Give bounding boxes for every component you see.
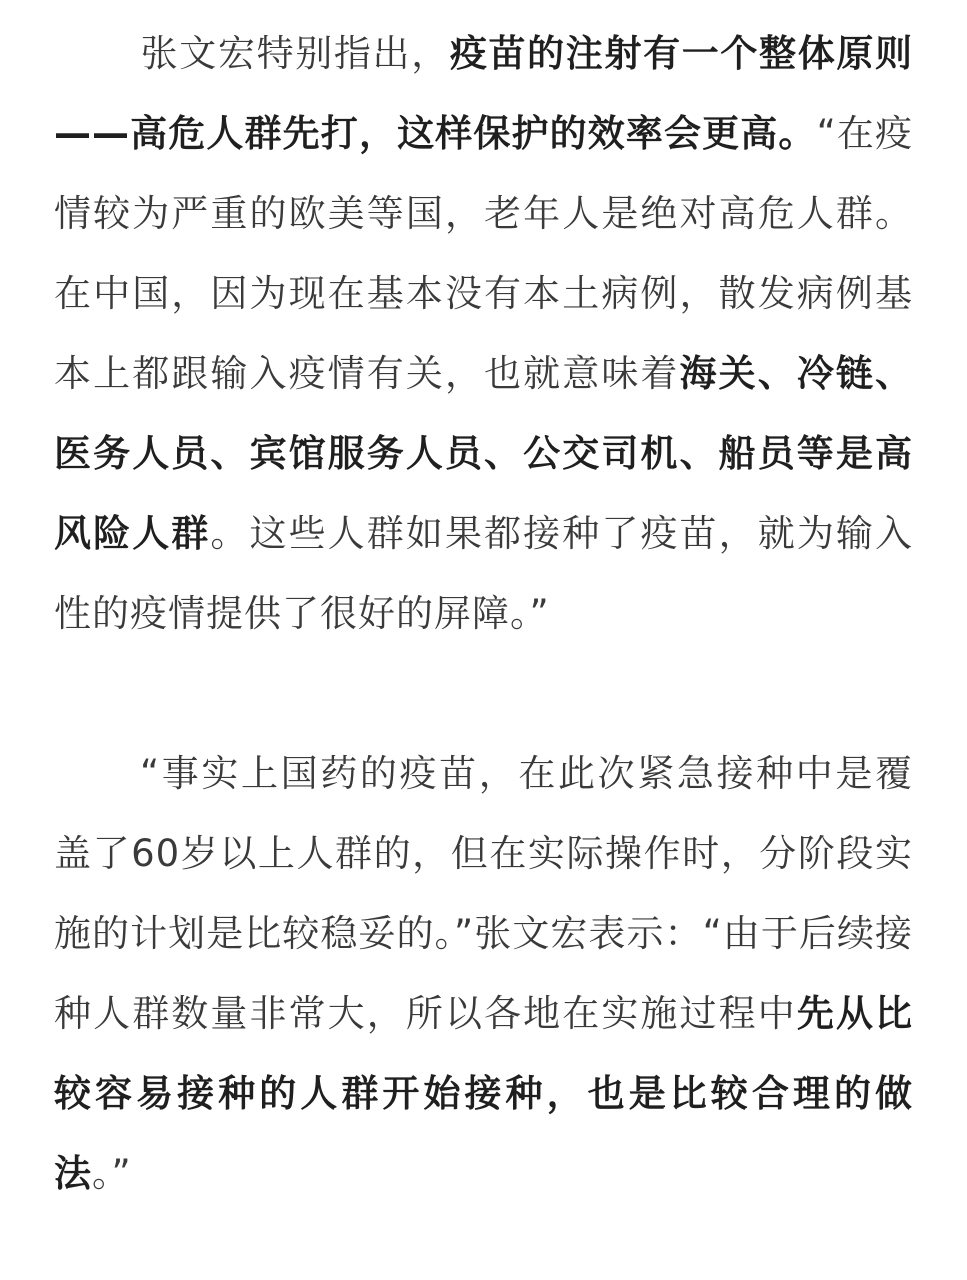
- bold-text-segment: 疫苗的注射有一个整体原则——高危人群先打，这样保护的效率会更高。: [54, 32, 914, 155]
- text-segment: 张文宏特别指出，: [140, 32, 450, 75]
- paragraph-2: [54, 734, 913, 1214]
- text-segment: 。这些人群如果都接种了疫苗，就为输入性的疫情提供了很好的屏障。”: [54, 512, 914, 635]
- bold-text-segment: 先从比较容易接种的人群开始接种，也是比较合理的做法: [54, 992, 914, 1195]
- text-segment: “事实上国药的疫苗，在此次紧急接种中是覆盖了60岁以上人群的，但在实际操作时，分阶段实施的计划是比较稳妥的。”张文宏表示：“由于后续接种人群数量非常大，所以各地在实施过程中: [54, 752, 913, 1035]
- text-segment: “在疫情较为严重的欧美等国，老年人是绝对高危人群。在中国，因为现在基本没有本土病例，散发病例基本上都跟输入疫情有关，也就意味着: [54, 112, 914, 395]
- paragraph-spacer: [54, 654, 913, 734]
- text-segment: 。”: [92, 1152, 132, 1195]
- paragraph-1: [54, 14, 913, 654]
- bold-text-segment: 海关、冷链、医务人员、宾馆服务人员、公交司机、船员等是高风险人群: [54, 352, 914, 555]
